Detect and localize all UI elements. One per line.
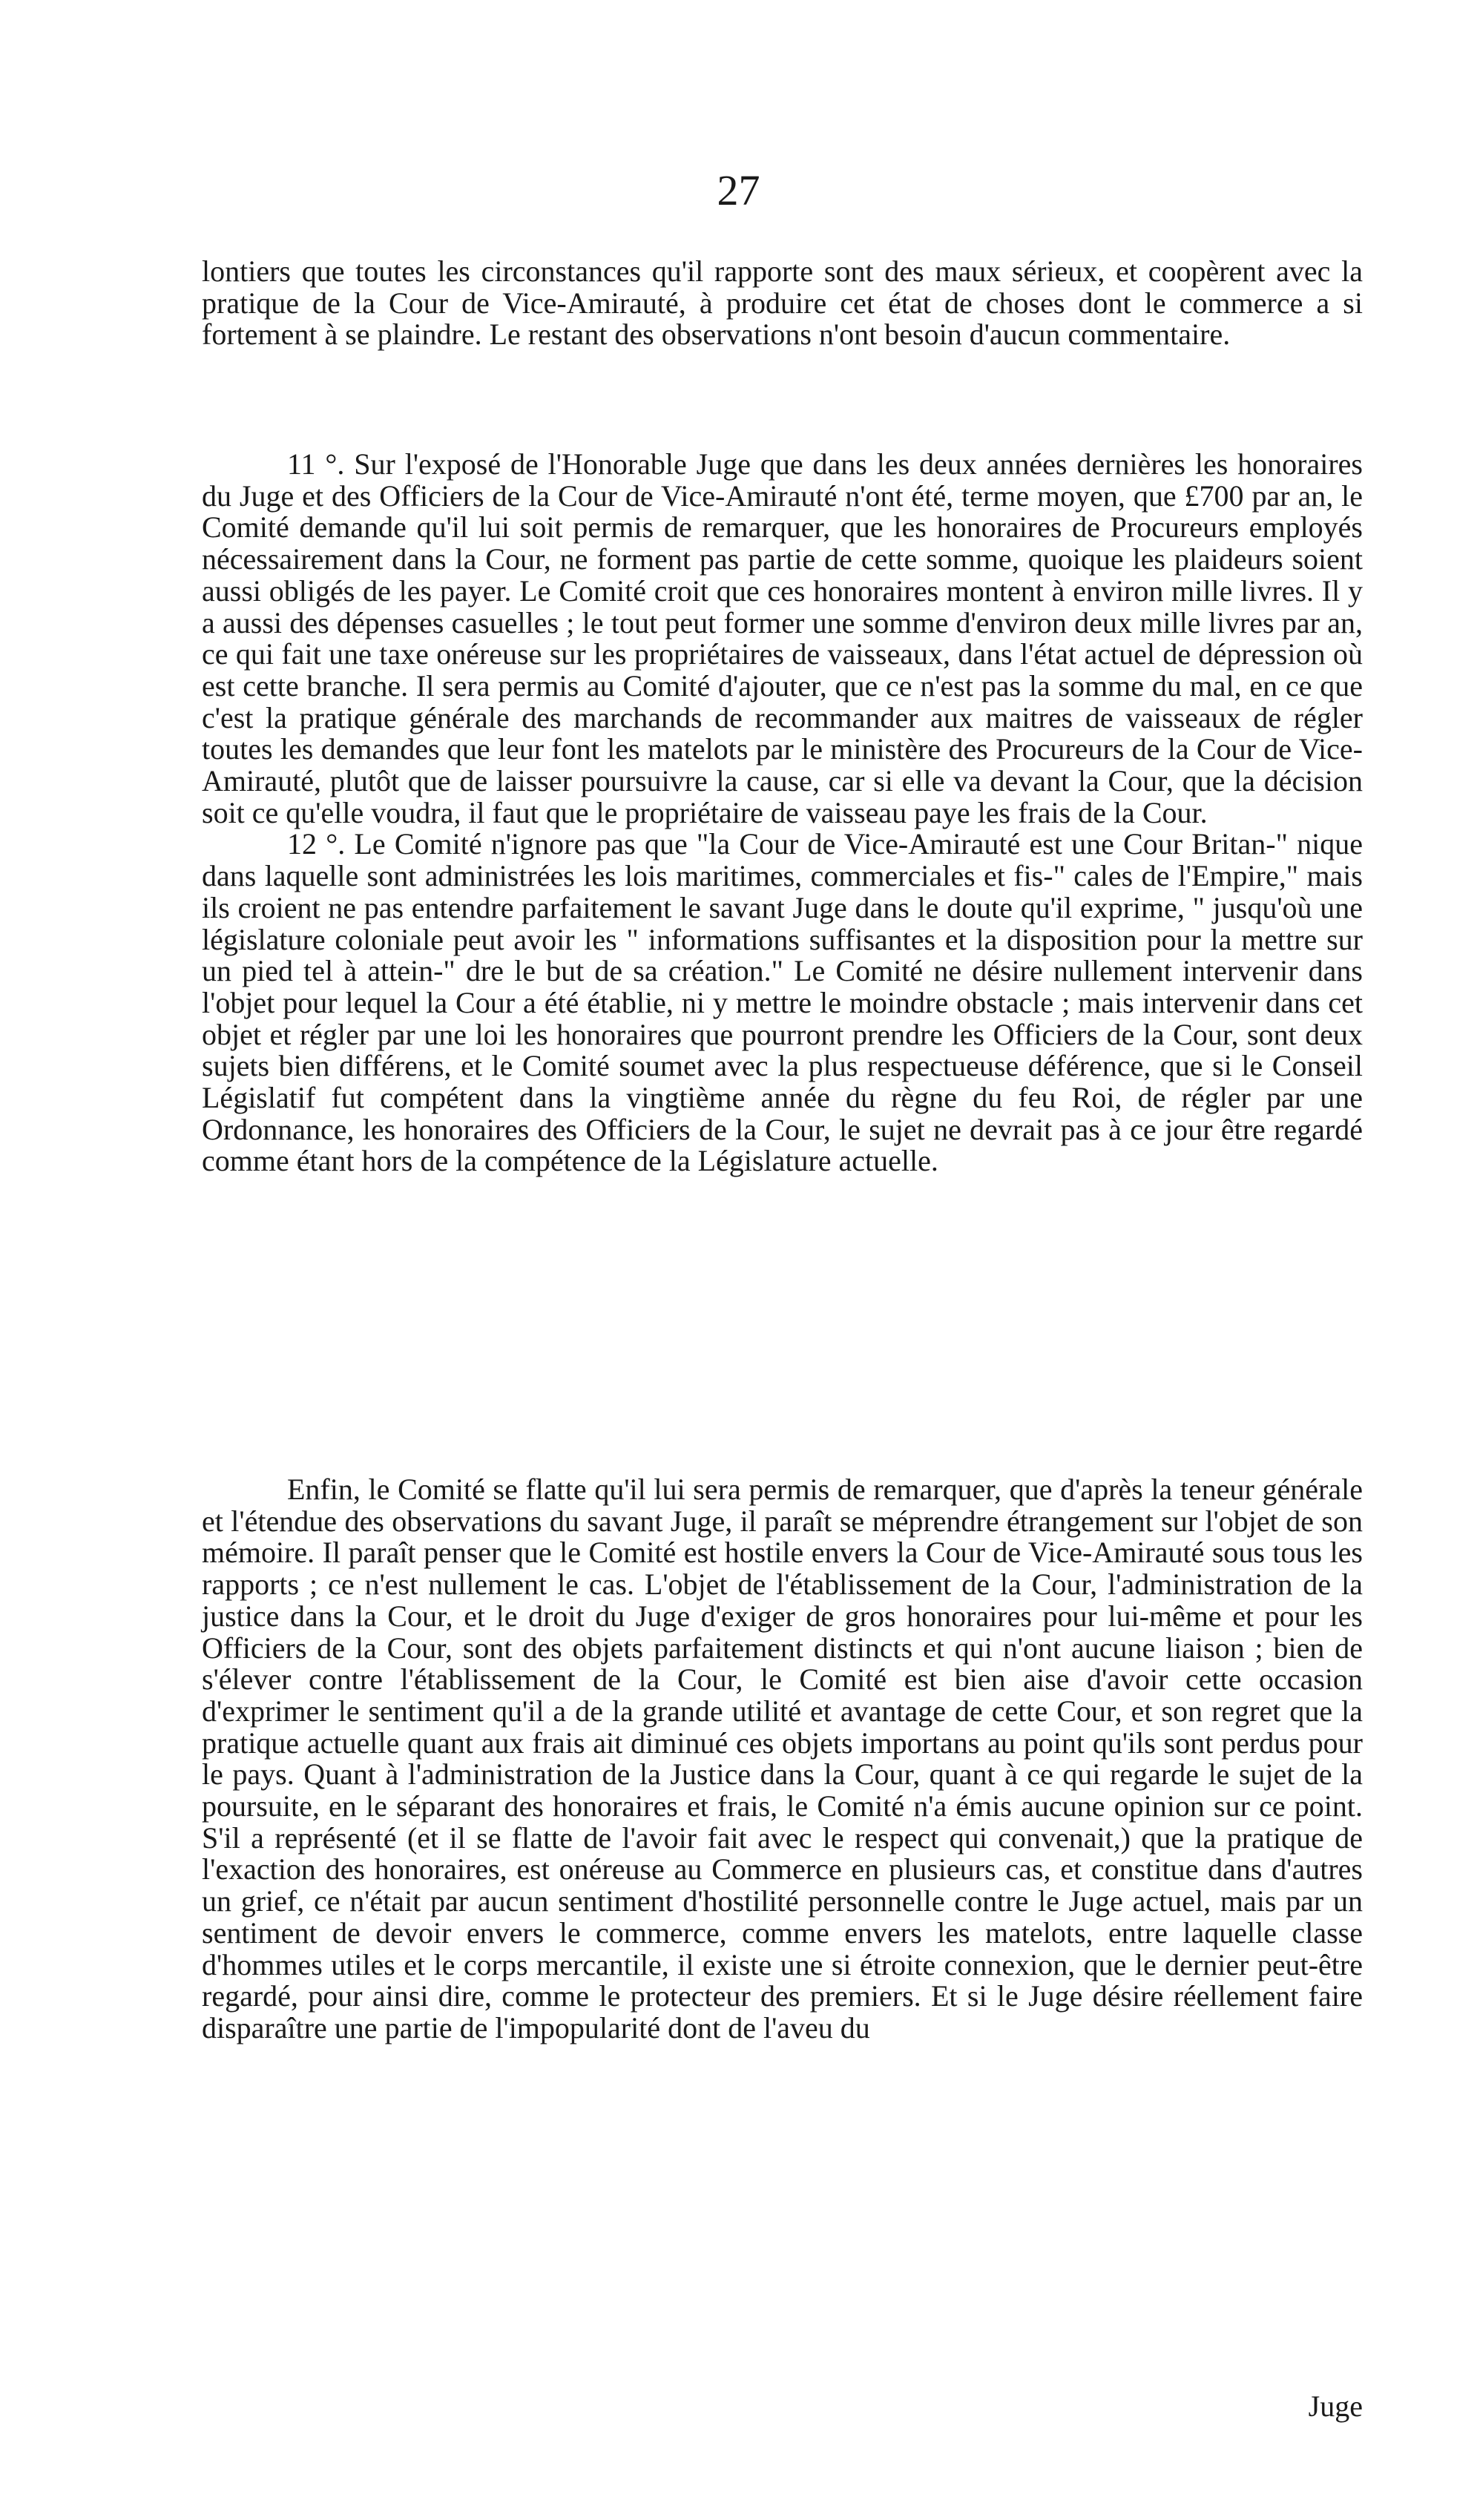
paragraph-continuation: lontiers que toutes les circonstances qu'il rapporte sont des maux sérieux, et coopèrent avec la pratique de la Cour de Vice-Amirauté, à produire cet état de choses dont le commerce a si fortement à se plaindre. Le restant des observations n'ont besoin d'aucun commentaire.	[202, 254, 1363, 352]
text-block-points	[202, 449, 1363, 1177]
paragraph-point-12: 12 °. Le Comité n'ignore pas que "la Cour de Vice-Amirauté est une Cour Britan-" nique dans laquelle sont administrées les lois maritimes, commerciales et fis-" cales de l'Empire," mais ils croient ne pas entendre parfaitement le savant Juge dans le doute qu'il exprime, " jusqu'où une législature coloniale peut avoir les " informations suffisantes et la disposition pour la mettre sur un pied tel à attein-" dre le but de sa création." Le Comité ne désire nullement intervenir dans l'objet pour lequel la Cour a été établie, ni y mettre le moindre obstacle ; mais intervenir dans cet objet et régler par une loi les honoraires que pourront prendre les Officiers de la Cour, sont deux sujets bien différens, et le Comité soumet avec la plus respectueuse déférence, que si le Conseil Législatif fut compétent dans la vingtième année du règne du feu Roi, de régler par une Ordonnance, les honoraires des Officiers de la Cour, le sujet ne devrait pas à ce jour être regardé comme étant hors de la compétence de la Législature actuelle.	[202, 827, 1363, 1178]
text-block-continuation	[202, 256, 1363, 351]
text-block-conclusion	[202, 1474, 1363, 2044]
paragraph-conclusion: Enfin, le Comité se flatte qu'il lui sera permis de remarquer, que d'après la teneur générale et l'étendue des observations du savant Juge, il paraît se méprendre étrangement sur l'objet de son mémoire. Il paraît penser que le Comité est hostile envers la Cour de Vice-Amirauté sous tous les rapports ; ce n'est nullement le cas. L'objet de l'établissement de la Cour, l'administration de la justice dans la Cour, et le droit du Juge d'exiger de gros honoraires pour lui-même et pour les Officiers de la Cour, sont des objets parfaitement distincts et qui n'ont aucune liaison ; bien de s'élever contre l'établissement de la Cour, le Comité est bien aise d'avoir cette occasion d'exprimer le sentiment qu'il a de la grande utilité et avantage de cette Cour, et son regret que la pratique actuelle quant aux frais ait diminué ces objets importans au point qu'ils sont perdus pour le pays. Quant à l'administration de la Justice dans la Cour, quant à ce qui regarde le sujet de la poursuite, en le séparant des honoraires et frais, le Comité n'a émis aucune opinion sur ce point. S'il a représenté (et il se flatte de l'avoir fait avec le respect qui convenait,) que la pratique de l'exaction des honoraires, est onéreuse au Commerce en plusieurs cas, et constitue dans d'autres un grief, ce n'était par aucun sentiment d'hostilité personnelle contre le Juge actuel, mais par un sentiment de devoir envers le commerce, comme envers les matelots, entre laquelle classe d'hommes utiles et le corps mercantile, il existe une si étroite connexion, que le dernier peut-être regardé, pour ainsi dire, comme le protecteur des premiers. Et si le Juge désire réellement faire disparaître une partie de l'impopularité dont de l'aveu du	[202, 1473, 1363, 2044]
page-number: 27	[717, 166, 760, 214]
catchword: Juge	[1308, 2389, 1363, 2423]
paragraph-point-11: 11 °. Sur l'exposé de l'Honorable Juge que dans les deux années dernières les honoraires du Juge et des Officiers de la Cour de Vice-Amirauté n'ont été, terme moyen, que £700 par an, le Comité demande qu'il lui soit permis de remarquer, que les honoraires de Procureurs employés nécessairement dans la Cour, ne forment pas partie de cette somme, quoique les plaideurs soient aussi obligés de les payer. Le Comité croit que ces honoraires montent à environ mille livres. Il y a aussi des dépenses casuelles ; le tout peut former une somme d'environ deux mille livres par an, ce qui fait une taxe onéreuse sur les propriétaires de vaisseaux, dans l'état actuel de dépression où est cette branche. Il sera permis au Comité d'ajouter, que ce n'est pas la somme du mal, en ce que c'est la pratique générale des marchands de recommander aux maitres de vaisseaux de régler toutes les demandes que leur font les matelots par le ministère des Procureurs de la Cour de Vice-Amirauté, plutôt que de laisser poursuivre la cause, car si elle va devant la Cour, que la décision soit ce qu'elle voudra, il faut que le propriétaire de vaisseau paye les frais de la Cour.	[202, 447, 1363, 829]
